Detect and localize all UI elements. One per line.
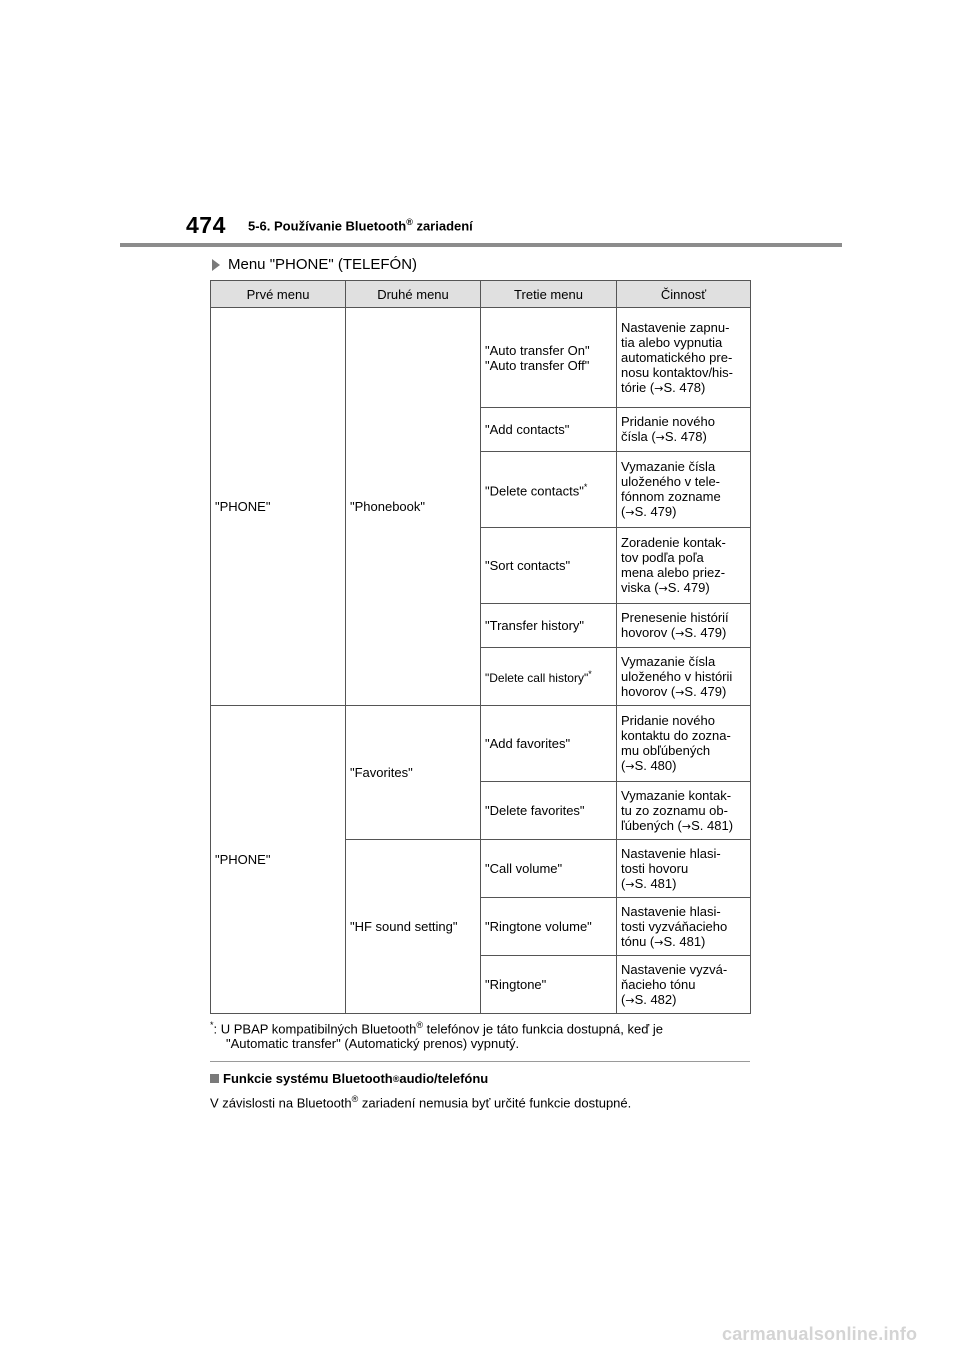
section-title (248, 217, 473, 233)
third-menu-cell: "Add contacts" (481, 408, 617, 452)
second-menu-cell: "Phonebook" (346, 308, 481, 706)
table-row (211, 706, 751, 782)
registered-mark: ® (406, 217, 413, 227)
third-menu-cell: "Delete favorites" (481, 782, 617, 840)
action-cell: Vymazanie čísla uloženého v histórii hovorov (→S. 479) (617, 648, 751, 706)
watermark: carmanualsonline.info (722, 1324, 918, 1344)
action-cell: Pridanie nového čísla (→S. 478) (617, 408, 751, 452)
footnote-marker: * (210, 1020, 214, 1030)
third-menu-cell: "Delete call history"* (481, 648, 617, 706)
arrow-icon: → (654, 935, 664, 949)
table-row (211, 308, 751, 408)
square-bullet-icon (210, 1074, 219, 1083)
table-header-row (211, 281, 751, 308)
arrow-icon: → (681, 819, 692, 833)
action-cell: Nastavenie vyzvá- ňacieho tónu (→S. 482) (617, 956, 751, 1014)
second-menu-cell: "Favorites" (346, 706, 481, 840)
arrow-icon: → (675, 685, 685, 699)
asterisk-mark: * (588, 669, 592, 679)
arrow-icon: → (675, 627, 685, 640)
table-heading (212, 256, 417, 273)
column-header: Prvé menu (211, 281, 346, 308)
third-menu-cell: "Auto transfer On" "Auto transfer Off" (481, 308, 617, 408)
third-menu-cell: "Call volume" (481, 840, 617, 898)
column-header: Druhé menu (346, 281, 481, 308)
arrow-icon: → (654, 381, 664, 395)
subsection-heading: Funkcie systému Bluetooth ® audio/telefónu (210, 1071, 488, 1086)
registered-mark: ® (351, 1094, 359, 1104)
first-menu-cell: "PHONE" (211, 308, 346, 706)
third-menu-cell: "Transfer history" (481, 604, 617, 648)
page-number: 474 (186, 212, 226, 238)
arrow-icon: → (658, 582, 668, 595)
action-cell: Zoradenie kontak- tov podľa poľa mena alebo priez- viska (→S. 479) (617, 528, 751, 604)
footnote: *: U PBAP kompatibilných Bluetooth® telefónov je táto funkcia dostupná, keď je "Automatic transfer" (Automatický prenos) vypnutý. (210, 1020, 663, 1052)
third-menu-cell: "Sort contacts" (481, 528, 617, 604)
third-menu-cell: "Ringtone volume" (481, 898, 617, 956)
phone-menu-table (210, 280, 751, 1014)
arrow-icon: → (655, 431, 665, 444)
column-header: Činnosť (617, 281, 751, 308)
action-cell: Nastavenie zapnu- tia alebo vypnutia automatického pre- nosu kontaktov/his- tórie (→S. 478) (617, 308, 751, 408)
table-title: Menu "PHONE" (TELEFÓN) (228, 256, 418, 273)
column-header: Tretie menu (481, 281, 617, 308)
action-cell: Prenesenie histórií hovorov (→S. 479) (617, 604, 751, 648)
registered-mark: ® (416, 1020, 423, 1030)
section-divider (210, 1061, 750, 1062)
action-cell: Vymazanie čísla uloženého v tele- fónnom zozname (→S. 479) (617, 452, 751, 528)
arrow-icon: → (625, 506, 635, 519)
third-menu-cell: "Ringtone" (481, 956, 617, 1014)
section-title-post: zariadení (412, 218, 473, 234)
first-menu-cell: "PHONE" (211, 706, 346, 1014)
arrow-icon: → (625, 877, 635, 891)
action-cell: Nastavenie hlasi- tosti vyzváňacieho tónu (→S. 481) (617, 898, 751, 956)
second-menu-cell: "HF sound setting" (346, 840, 481, 1014)
arrow-icon: → (625, 760, 635, 773)
registered-mark: ® (392, 1073, 400, 1084)
header-rule (120, 243, 842, 247)
action-cell: Pridanie nového kontaktu do zozna- mu obľúbených (→S. 480) (617, 706, 751, 782)
footnote-line-2: "Automatic transfer" (Automatický prenos) vypnutý. (226, 1036, 520, 1052)
third-menu-cell: "Delete contacts"* (481, 452, 617, 528)
body-text: V závislosti na Bluetooth® zariadení nemusia byť určité funkcie dostupné. (210, 1094, 632, 1111)
arrow-icon: → (625, 993, 635, 1007)
asterisk-mark: * (583, 482, 588, 493)
action-cell: Nastavenie hlasi- tosti hovoru (→S. 481) (617, 840, 751, 898)
action-cell: Vymazanie kontak- tu zo zoznamu ob- ľúbených (→S. 481) (617, 782, 751, 840)
section-title-pre: 5-6. Používanie Bluetooth (248, 218, 407, 234)
triangle-bullet-icon (212, 259, 220, 271)
third-menu-cell: "Add favorites" (481, 706, 617, 782)
